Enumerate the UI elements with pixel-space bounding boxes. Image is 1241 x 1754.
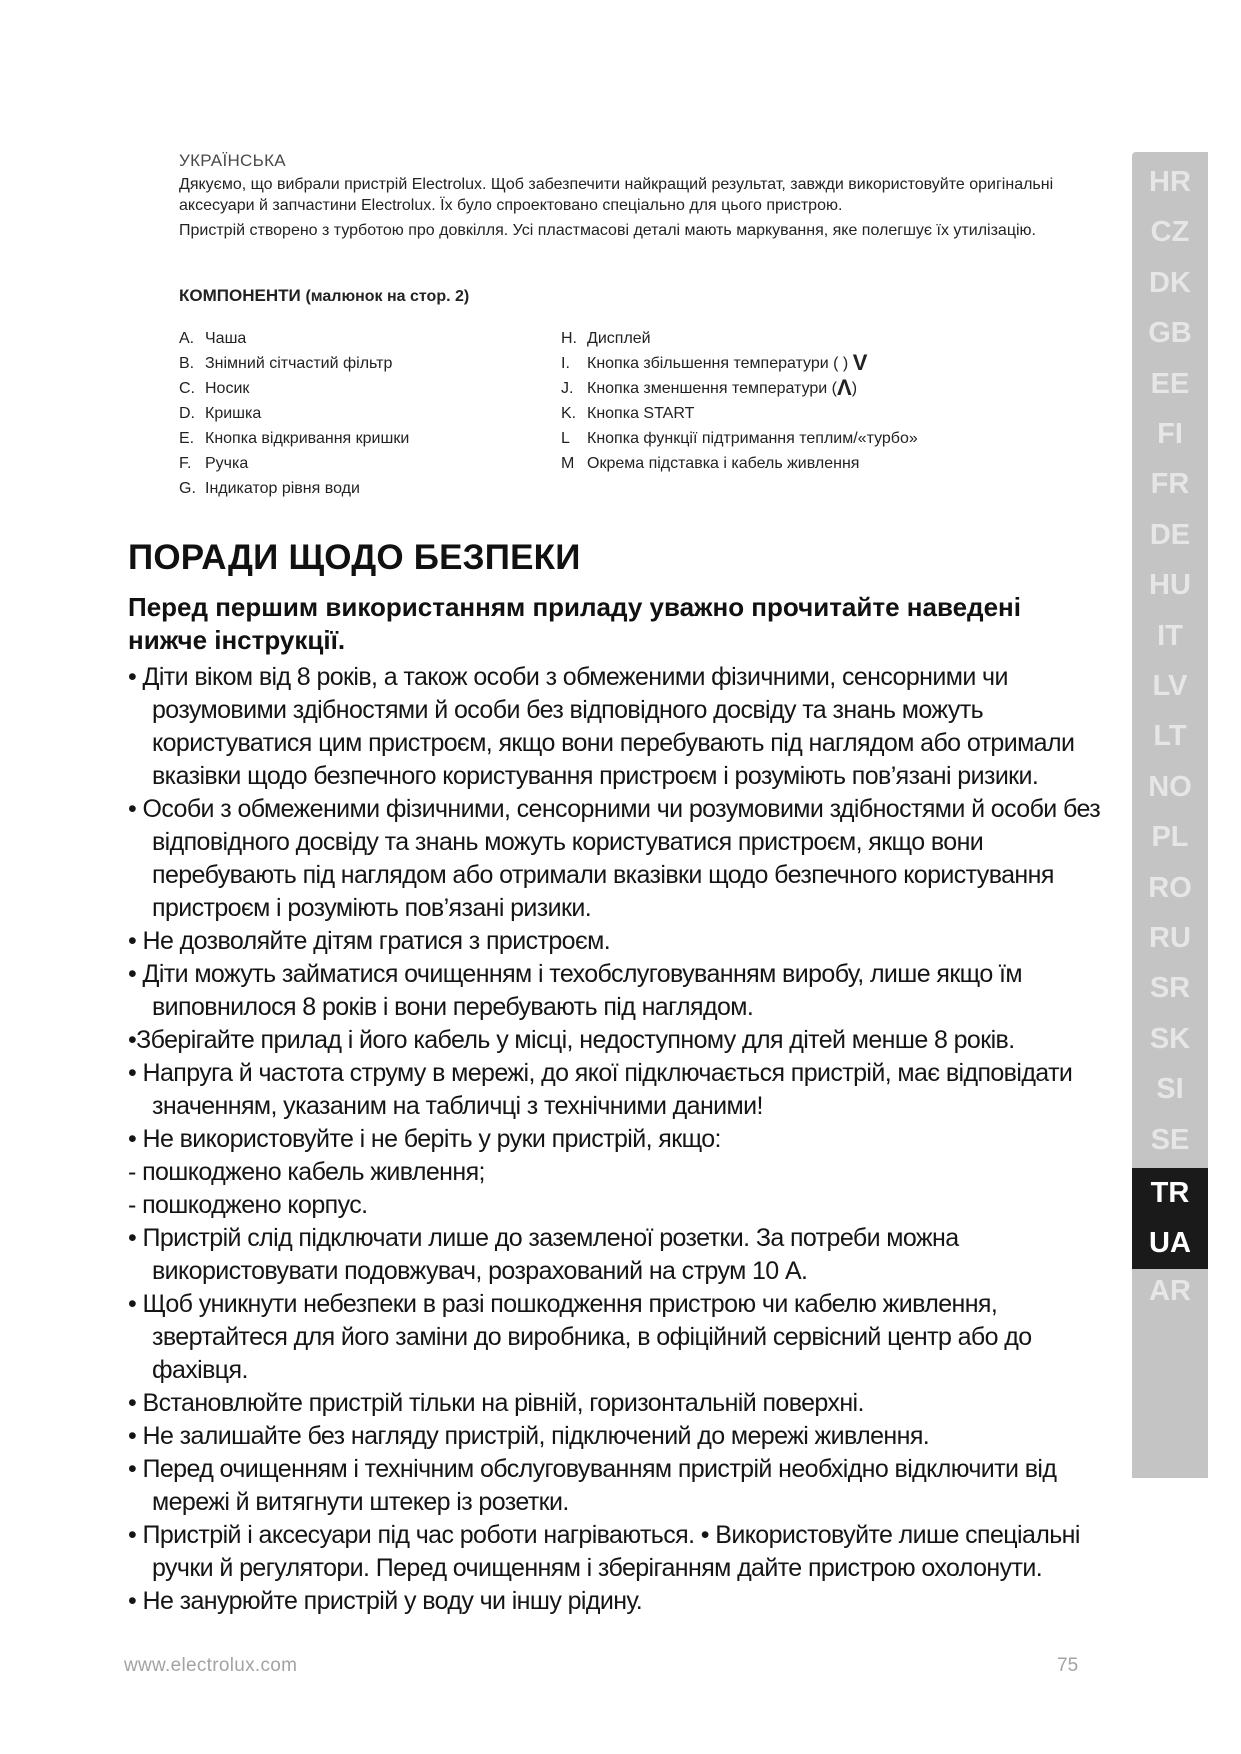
component-text: Дисплей [587,330,651,347]
component-item [561,451,1021,476]
component-letter: F. [179,455,192,472]
language-tab-pl[interactable]: PL [1151,821,1189,854]
language-tab-ar[interactable]: AR [1149,1274,1191,1307]
component-letter: K. [561,405,577,422]
component-letter: H. [561,330,577,347]
component-letter: M [561,455,575,472]
component-item [561,376,1021,401]
component-item [179,476,559,501]
intro-paragraph: Дякуємо, що вибрали пристрій Electrolux. Щоб забезпечити найкращий результат, завжди використовуйте оригінальні аксесуари й запчастини Electrolux. Їх було спроектовано спеціально для цього пристрою. [179,176,1054,214]
intro-paragraph: Пристрій створено з турботою про довкілля. Усі пластмасові деталі мають маркування, яке полегшує їх утилізацію. [179,222,1036,239]
safety-item: • Встановлюйте пристрій тільки на рівній, горизонтальній поверхні. [128,1389,864,1417]
components-title: КОМПОНЕНТИ [179,286,301,305]
safety-item: • Не залишайте без нагляду пристрій, підключений до мережі живлення. [128,1422,930,1450]
safety-item: • Щоб уникнути небезпеки в разі пошкодження пристрою чи кабелю живлення, звертайтеся для його заміни до виробника, в офіційний сервісний центр або до фахівця. [128,1290,1032,1384]
safety-title: ПОРАДИ ЩОДО БЕЗПЕКИ [128,538,581,577]
language-tab-tr[interactable]: TR [1132,1168,1208,1218]
component-text: Кнопка функції підтримання теплим/«турбо» [587,430,918,447]
safety-item: • Не використовуйте і не беріть у руки пристрій, якщо: [128,1125,721,1153]
component-text: Окрема підставка і кабель живлення [587,455,860,472]
safety-item: • Пристрій і аксесуари під час роботи нагріваються. • Використовуйте лише спеціальні ручки й регулятори. Перед очищенням і зберіганням дайте пристрою охолонути. [128,1521,1080,1582]
components-heading [179,286,469,306]
safety-item: • Пристрій слід підключати лише до заземленої розетки. За потреби можна використовувати подовжувач, розрахований на струм 10 А. [128,1224,959,1285]
chevron-up-icon: Λ [837,375,852,400]
component-text: Кнопка START [587,405,695,422]
safety-subtitle: Перед першим використанням приладу уважно прочитайте наведені нижче інструкції. [128,592,1021,655]
chevron-down-icon: V [852,350,868,375]
component-item [561,401,1021,426]
safety-subitem: - пошкоджено корпус. [128,1191,368,1219]
component-letter: A. [179,330,195,347]
component-text: Кнопка збільшення температури ( ) [587,355,849,372]
component-letter: G. [179,480,196,497]
component-item [561,426,1021,451]
component-text: Кришка [205,405,262,422]
safety-item: •Зберігайте прилад і його кабель у місці, недоступному для дітей менше 8 років. [128,1026,1015,1054]
component-item [179,351,559,376]
safety-item: • Не занурюйте пристрій у воду чи іншу рідину. [128,1587,643,1615]
language-tab-ro[interactable]: RO [1148,871,1192,904]
language-tab-lt[interactable]: LT [1153,720,1187,753]
language-tab-fi[interactable]: FI [1157,418,1183,450]
component-text: Кнопка відкривання кришки [205,430,410,447]
component-letter: L [561,430,570,447]
component-text: Носик [205,380,250,397]
language-tab-ua[interactable]: UA [1132,1218,1208,1268]
language-label: УКРАЇНСЬКА [179,151,286,170]
component-text: Чаша [205,330,247,347]
language-tab-no[interactable]: NO [1148,770,1192,803]
component-text: Кнопка зменшення температури ( [587,380,837,397]
language-tabs [1132,152,1208,1478]
component-letter: I. [561,355,570,372]
component-letter: B. [179,355,195,372]
language-tab-hu[interactable]: HU [1149,569,1191,602]
footer-url: www.electrolux.com [124,1655,298,1676]
component-text-suffix: ) [851,380,858,397]
components-subtitle: (малюнок на стор. 2) [305,288,470,305]
language-tab-de[interactable]: DE [1149,518,1191,551]
safety-item: • Не дозволяйте дітям гратися з пристроєм. [128,927,611,955]
language-tab-gb[interactable]: GB [1148,317,1192,350]
component-text: Індикатор рівня води [205,480,360,497]
language-tab-dk[interactable]: DK [1149,266,1191,299]
intro-text [179,174,1089,245]
component-letter: C. [179,380,195,397]
page-number: 75 [1057,1655,1079,1676]
safety-list [128,661,1108,1618]
language-tab-sk[interactable]: SK [1149,1022,1191,1055]
safety-item: • Діти віком від 8 років, а також особи з обмеженими фізичними, сенсорними чи розумовими здібностями й особи без відповідного досвіду та знань можуть користуватися цим пристроєм, якщо вони перебувають під наглядом або отримали вказівки щодо безпечного користування пристроєм і розуміють пов’язані ризики. [128,663,1075,790]
language-tab-hr[interactable]: HR [1149,166,1191,198]
safety-item: • Діти можуть займатися очищенням і техобслуговуванням виробу, лише якщо їм виповнилося 8 років і вони перебувають під наглядом. [128,960,1022,1021]
component-item [179,451,559,476]
components-list-right [561,326,1021,476]
component-text: Ручка [205,455,249,472]
language-tab-fr[interactable]: FR [1150,468,1190,501]
language-tab-sr[interactable]: SR [1149,972,1191,1005]
safety-item: • Особи з обмеженими фізичними, сенсорними чи розумовими здібностями й особи без відповідного досвіду та знань можуть користуватися пристроєм, якщо вони перебувають під наглядом або отримали вказівки щодо безпечного користування пристроєм і розуміють пов’язані ризики. [128,795,1101,922]
language-tab-ru[interactable]: RU [1149,922,1191,954]
components-list-left [179,326,559,501]
safety-item: • Перед очищенням і технічним обслуговуванням пристрій необхідно відключити від мережі й витягнути штекер із розетки. [128,1455,1057,1516]
language-tab-si[interactable]: SI [1156,1073,1184,1106]
language-tab-it[interactable]: IT [1157,619,1183,652]
component-text: Знімний сітчастий фільтр [205,355,393,372]
component-item [561,351,1021,376]
component-item [179,401,559,426]
component-letter: E. [179,430,195,447]
safety-item: • Напруга й частота струму в мережі, до якої підключається пристрій, має відповідати значенням, указаним на табличці з технічними даними! [128,1059,1073,1120]
component-item [561,326,1021,351]
language-tab-ee[interactable]: EE [1150,367,1190,400]
language-tab-lv[interactable]: LV [1152,670,1188,702]
language-tab-se[interactable]: SE [1150,1123,1190,1156]
safety-subitem: - пошкоджено кабель живлення; [128,1158,485,1186]
component-item [179,376,559,401]
component-item [179,326,559,351]
component-letter: D. [179,405,195,422]
language-tab-cz[interactable]: CZ [1150,216,1190,249]
component-letter: J. [561,380,574,397]
component-item [179,426,559,451]
